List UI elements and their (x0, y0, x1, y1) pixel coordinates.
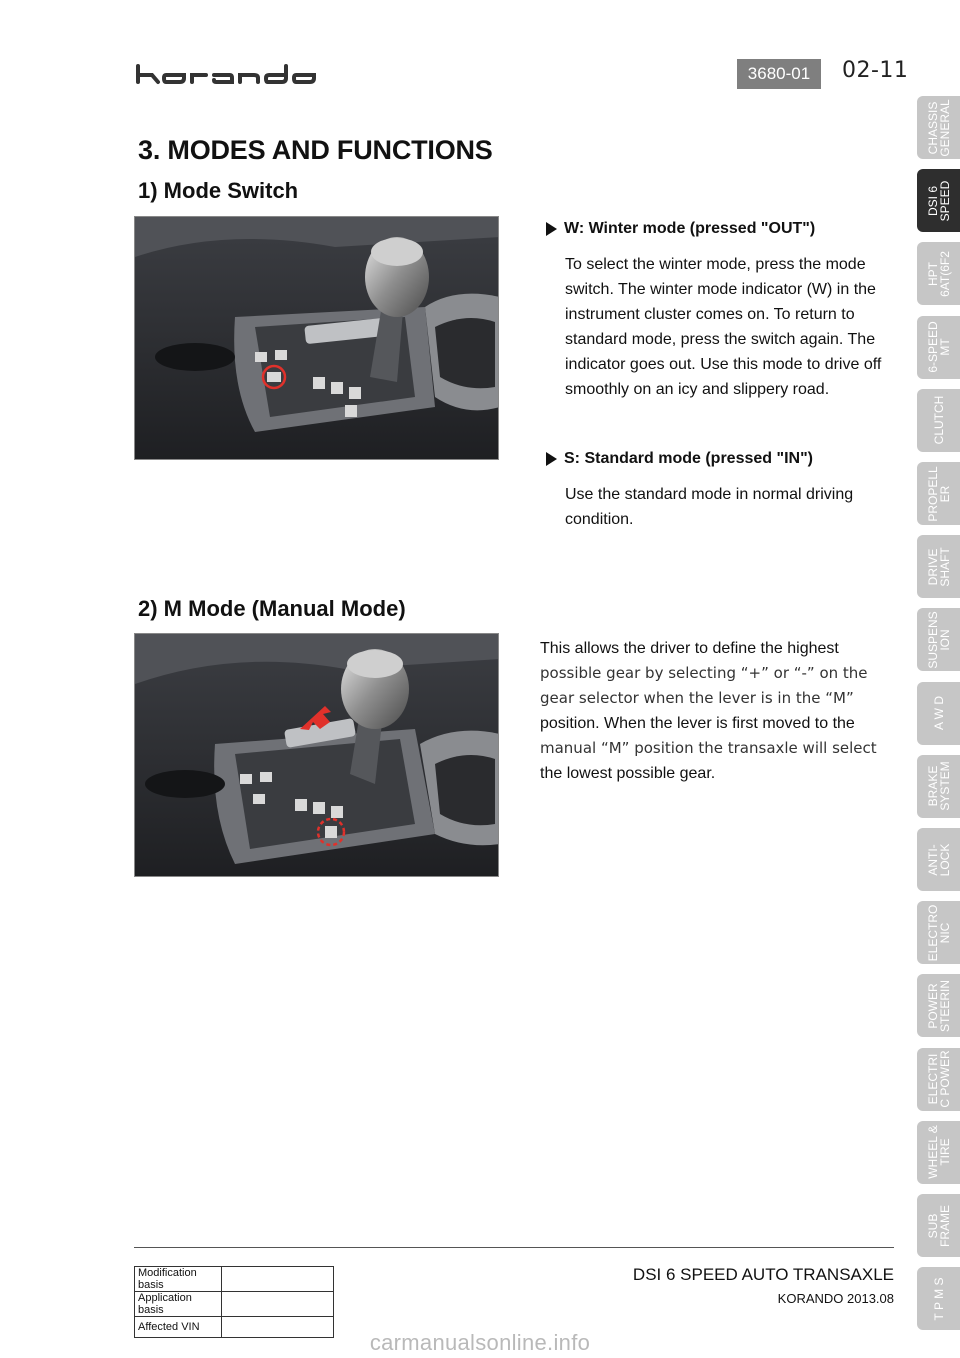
table-cell-label: Affected VIN (135, 1317, 222, 1338)
table-cell-value (222, 1292, 334, 1317)
side-tab[interactable] (917, 682, 960, 745)
winter-mode-heading (546, 220, 815, 238)
watermark: carmanualsonline.info (369, 1330, 591, 1355)
standard-mode-description: Use the standard mode in normal driving condition. (565, 486, 854, 528)
side-tab[interactable] (917, 535, 960, 598)
document-code-badge: 3680-01 (737, 59, 821, 89)
side-tab-label: A W D (931, 696, 946, 731)
side-tab-label: PROPELL ER (925, 465, 952, 522)
table-row (135, 1267, 334, 1292)
mode-switch-photo (134, 216, 499, 460)
page-number: 02-11 (842, 58, 909, 83)
m-mode-text-line3: position. When the lever is first moved to the (540, 715, 855, 732)
side-tab[interactable] (917, 96, 960, 159)
bullet-triangle-icon (546, 222, 557, 236)
winter-mode-description: To select the winter mode, press the mode switch. The winter mode indicator (W) in the instrument cluster comes on. To return to standard mode, press the switch again. The indicator goes out. Use this mode to drive off smoothly on an icy and slippery road. (565, 256, 882, 398)
side-tab[interactable] (917, 242, 960, 305)
korando-logo (134, 62, 318, 86)
standard-mode-heading-text: S: Standard mode (pressed "IN") (564, 450, 813, 467)
side-tab[interactable] (917, 828, 960, 891)
m-mode-photo (134, 633, 499, 877)
side-tab[interactable] (917, 901, 960, 964)
m-mode-heading: 2) M Mode (Manual Mode) (138, 596, 406, 621)
side-tab-label: ANTI- LOCK (925, 843, 952, 876)
side-tab-label: SUSPENS ION (925, 611, 952, 669)
m-mode-text-line2: possible gear by selecting “+” or “-” on the gear selector when the lever is in the “M” (540, 664, 868, 707)
modification-table (134, 1266, 334, 1338)
side-tab-label: DRIVE SHAFT (925, 547, 952, 587)
side-tab-label: DSI 6 SPEED (925, 180, 952, 222)
m-mode-text-line5: the lowest possible gear. (540, 765, 716, 782)
standard-mode-heading (546, 450, 813, 468)
side-tab[interactable] (917, 608, 960, 671)
side-tab[interactable] (917, 755, 960, 818)
m-mode-text-line4: manual “M” position the transaxle will select (540, 739, 877, 757)
table-cell-label: Application basis (135, 1292, 222, 1317)
bullet-triangle-icon (546, 452, 557, 466)
table-cell-value (222, 1267, 334, 1292)
side-tab-label: 6-SPEED MT (925, 321, 952, 373)
side-tab-label: CLUTCH (931, 395, 946, 445)
footer-title: DSI 6 SPEED AUTO TRANSAXLE (632, 1265, 894, 1284)
table-row (135, 1292, 334, 1317)
side-tab[interactable] (917, 1048, 960, 1111)
side-tab-label: BRAKE SYSTEM (925, 761, 952, 811)
mode-switch-heading: 1) Mode Switch (138, 178, 299, 203)
side-tab[interactable] (917, 1121, 960, 1184)
side-tab-label: ELECTRO NIC (925, 904, 952, 962)
side-tab-label: CHASSIS GENERAL (925, 98, 952, 157)
side-tab[interactable] (917, 974, 960, 1037)
table-cell-label: Modification basis (135, 1267, 222, 1292)
section-title: 3. MODES AND FUNCTIONS (138, 135, 493, 165)
m-mode-text-line1: This allows the driver to define the highest (540, 640, 839, 657)
side-tab-label: WHEEL & TIRE (925, 1125, 952, 1180)
side-tab[interactable] (917, 316, 960, 379)
side-tab[interactable] (917, 169, 960, 232)
footer-divider (134, 1247, 894, 1248)
side-tab-label: POWER STEERIN (925, 979, 952, 1032)
side-tab[interactable] (917, 462, 960, 525)
side-tab[interactable] (917, 1194, 960, 1257)
side-tab-label: ELECTRI C POWER (925, 1050, 952, 1108)
winter-mode-heading-text: W: Winter mode (pressed "OUT") (564, 220, 816, 237)
side-tab[interactable] (917, 389, 960, 452)
side-tab-label: HPT 6AT(6F2 (925, 250, 952, 297)
side-tab-label: T P M S (931, 1277, 946, 1321)
m-mode-description (540, 636, 890, 786)
footer-model: KORANDO 2013.08 (777, 1291, 894, 1306)
side-tab[interactable] (917, 1267, 960, 1330)
side-tab-label: SUB FRAME (925, 1204, 952, 1247)
